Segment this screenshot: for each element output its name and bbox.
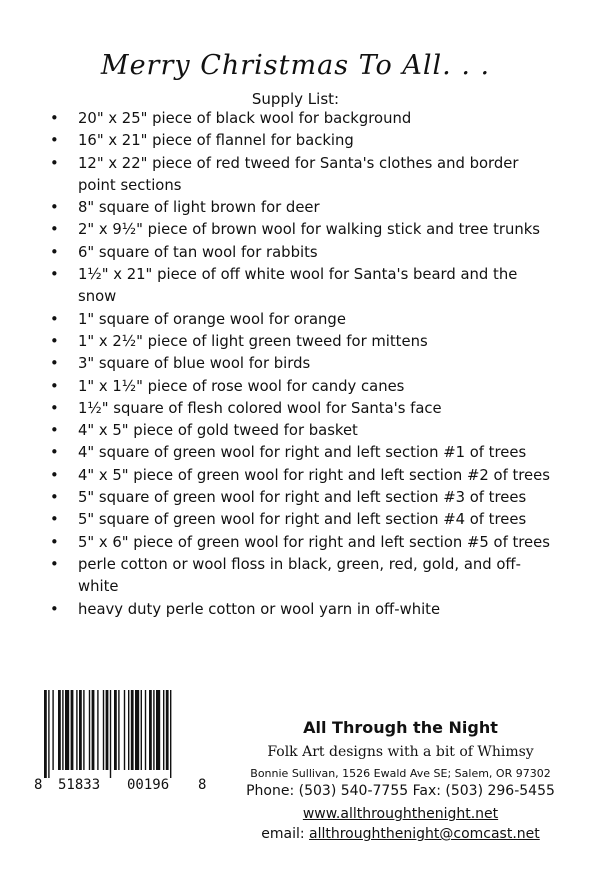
- barcode-bar: [48, 690, 49, 778]
- bullet-icon: •: [50, 466, 59, 484]
- supply-item-text: 4" square of green wool for right and left section #1 of trees: [78, 444, 527, 462]
- supply-item-text: 1" square of orange wool for orange: [78, 310, 346, 328]
- supply-item: [50, 465, 560, 487]
- barcode-bar: [135, 690, 139, 770]
- supply-item-text: 3" square of blue wool for birds: [78, 355, 311, 373]
- email-label: email:: [261, 826, 310, 842]
- publisher-address: Bonnie Sullivan, 1526 Ewald Ave SE; Salem, OR 97302: [250, 767, 551, 780]
- barcode-bar: [170, 690, 171, 778]
- barcode-bar: [131, 690, 134, 770]
- supply-item: [50, 130, 560, 152]
- supply-item-text: 4" x 5" piece of gold tweed for basket: [78, 422, 358, 440]
- supply-item-text: 1½" square of flesh colored wool for Santa's face: [78, 399, 442, 417]
- barcode-bar: [97, 690, 98, 770]
- supply-item: [50, 108, 560, 130]
- barcode-bar: [118, 690, 119, 770]
- barcode-bar: [44, 690, 47, 778]
- supply-item: [50, 153, 560, 198]
- barcode-bar: [149, 690, 152, 770]
- supply-item-text: 5" x 6" piece of green wool for right and left section #5 of trees: [78, 533, 550, 551]
- bullet-icon: •: [50, 266, 59, 284]
- bullet-icon: •: [50, 600, 59, 618]
- supply-item-text: 2" x 9½" piece of brown wool for walking stick and tree trunks: [78, 221, 541, 239]
- barcode-bar: [156, 690, 160, 770]
- supply-item: [50, 442, 560, 464]
- bullet-icon: •: [50, 132, 59, 150]
- publisher-website-link[interactable]: www.allthroughthenight.net: [302, 806, 499, 822]
- supply-item: [50, 331, 560, 353]
- supply-item-text: 5" square of green wool for right and left section #4 of trees: [78, 511, 527, 529]
- publisher-phone: Phone: (503) 540-7755 Fax: (503) 296-5455: [246, 783, 555, 799]
- supply-item-text: 1½" x 21" piece of off white wool for Santa's beard and the snow: [78, 266, 518, 306]
- barcode-bar: [52, 690, 53, 770]
- barcode-bar: [128, 690, 129, 770]
- barcode-bar: [92, 690, 95, 770]
- supply-item-text: 4" x 5" piece of green wool for right and left section #2 of trees: [78, 466, 550, 484]
- barcode: [40, 690, 210, 778]
- supply-item: [50, 376, 560, 398]
- barcode-bar: [163, 690, 164, 770]
- supply-item: [50, 309, 560, 331]
- barcode-bar: [76, 690, 77, 770]
- bullet-icon: •: [50, 399, 59, 417]
- supply-item: [50, 353, 560, 375]
- supply-item-text: 20" x 25" piece of black wool for background: [78, 110, 412, 127]
- supply-item: [50, 487, 560, 509]
- bullet-icon: •: [50, 533, 59, 551]
- barcode-bar: [89, 690, 90, 770]
- supply-item: [50, 264, 560, 309]
- bullet-icon: •: [50, 332, 59, 350]
- supply-item-text: heavy duty perle cotton or wool yarn in off-white: [78, 600, 441, 618]
- supply-item: [50, 599, 560, 621]
- supply-item-text: 6" square of tan wool for rabbits: [78, 243, 318, 261]
- bullet-icon: •: [50, 422, 59, 440]
- bullet-icon: •: [50, 355, 59, 373]
- supply-item: [50, 554, 560, 599]
- bullet-icon: •: [50, 310, 59, 328]
- supply-item-text: 1" x 2½" piece of light green tweed for mittens: [78, 332, 428, 350]
- bullet-icon: •: [50, 110, 59, 127]
- bullet-icon: •: [50, 243, 59, 261]
- publisher-email: [210, 826, 591, 842]
- bullet-icon: •: [50, 221, 59, 239]
- barcode-bar: [79, 690, 82, 770]
- barcode-bar: [153, 690, 154, 770]
- barcode-check-digit: 8: [198, 777, 207, 793]
- publisher-name: All Through the Night: [303, 718, 498, 737]
- barcode-right-group: 00196: [127, 777, 170, 793]
- supply-item-text: 1" x 1½" piece of rose wool for candy canes: [78, 377, 405, 395]
- bullet-icon: •: [50, 154, 59, 172]
- supply-list: [50, 108, 560, 621]
- supply-item: [50, 219, 560, 241]
- barcode-bar: [145, 690, 146, 770]
- barcode-bar: [83, 690, 84, 770]
- supply-item: [50, 420, 560, 442]
- supply-item: [50, 197, 560, 219]
- bullet-icon: •: [50, 199, 59, 217]
- barcode-bar: [124, 690, 125, 770]
- supply-item-text: 12" x 22" piece of red tweed for Santa's clothes and border point sections: [78, 154, 519, 194]
- supply-list-heading: Supply List:: [251, 90, 340, 108]
- page-title: Merry Christmas To All. . .: [100, 50, 491, 81]
- barcode-bar: [141, 690, 142, 770]
- bullet-icon: •: [50, 555, 59, 573]
- barcode-bar: [71, 690, 74, 770]
- supply-item-text: 5" square of green wool for right and left section #3 of trees: [78, 489, 527, 507]
- barcode-bar: [58, 690, 61, 770]
- supply-item-text: 16" x 21" piece of flannel for backing: [78, 132, 354, 150]
- supply-item: [50, 242, 560, 264]
- barcode-lead-digit: 8: [34, 777, 43, 793]
- supply-item: [50, 398, 560, 420]
- supply-item-text: perle cotton or wool floss in black, green, red, gold, and off-white: [78, 555, 521, 596]
- supply-item: [50, 532, 560, 554]
- publisher-tagline: Folk Art designs with a bit of Whimsy: [267, 744, 534, 760]
- barcode-bar: [65, 690, 69, 770]
- barcode-bar: [106, 690, 109, 770]
- barcode-bar: [114, 690, 117, 770]
- bullet-icon: •: [50, 489, 59, 507]
- barcode-bar: [62, 690, 63, 770]
- bullet-icon: •: [50, 377, 59, 395]
- supply-item-text: 8" square of light brown for deer: [78, 199, 320, 217]
- barcode-left-group: 51833: [58, 777, 101, 793]
- bullet-icon: •: [50, 444, 59, 462]
- publisher-email-link[interactable]: allthroughthenight@comcast.net: [309, 826, 540, 842]
- bullet-icon: •: [50, 511, 59, 529]
- barcode-bar: [166, 690, 169, 770]
- barcode-bar: [103, 690, 104, 770]
- barcode-bar: [110, 690, 111, 778]
- supply-item: [50, 509, 560, 531]
